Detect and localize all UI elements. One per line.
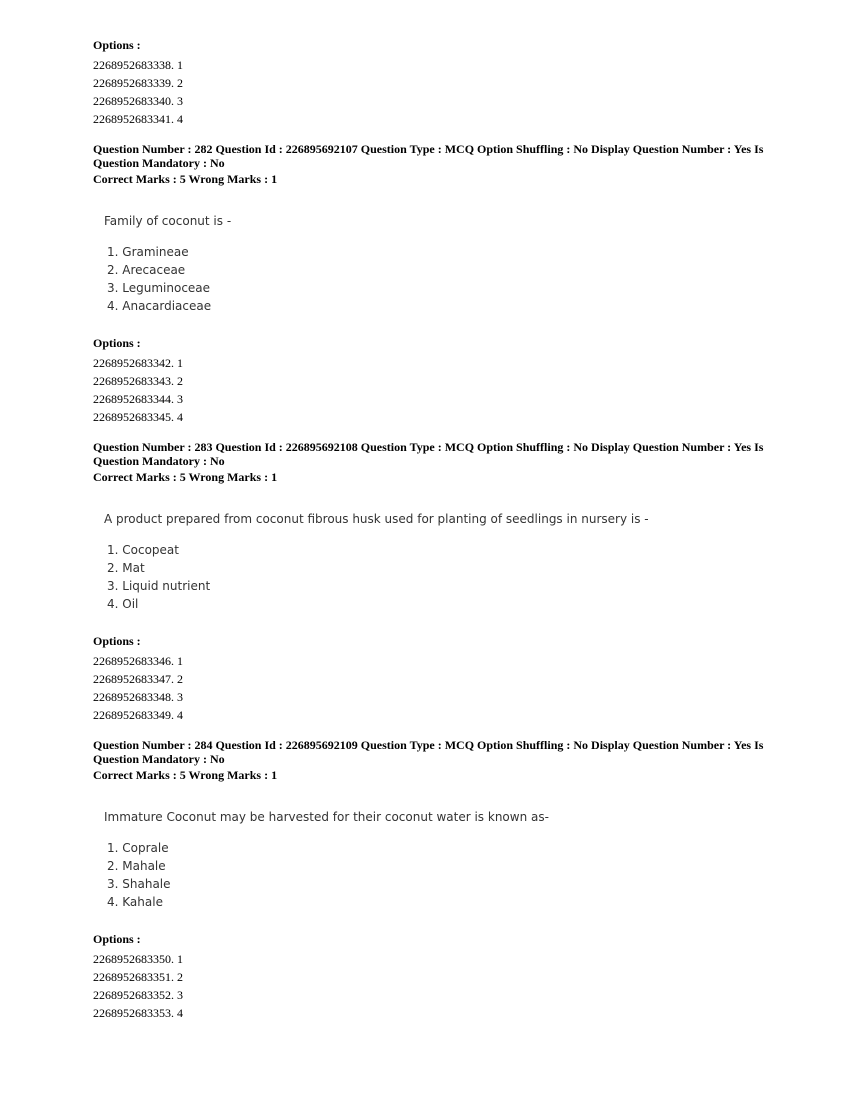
question-meta-line: Question Number : 283 Question Id : 226895692108 Question Type : MCQ Option Shuffling : No Display Question Number : Yes Is [93, 440, 764, 454]
choice-item: 1. Coprale [107, 841, 169, 855]
question-mandatory: Question Mandatory : No [93, 454, 225, 468]
choice-list-283 [107, 541, 210, 613]
options-block-283 [93, 634, 773, 724]
option-line: 2268952683344. 3 [93, 392, 183, 406]
options-block-284 [93, 932, 773, 1022]
choice-item: 1. Gramineae [107, 245, 189, 259]
choice-item: 4. Anacardiaceae [107, 299, 212, 313]
question-mandatory: Question Mandatory : No [93, 752, 225, 766]
choice-item: 4. Kahale [107, 895, 163, 909]
choice-item: 3. Shahale [107, 877, 171, 891]
option-line: 2268952683353. 4 [93, 1006, 183, 1020]
choice-item: 2. Mahale [107, 859, 166, 873]
option-line: 2268952683347. 2 [93, 672, 183, 686]
question-text-283: A product prepared from coconut fibrous husk used for planting of seedlings in nursery is - [104, 512, 649, 526]
choice-item: 2. Arecaceae [107, 263, 186, 277]
choice-item: 3. Liquid nutrient [107, 579, 211, 593]
choice-list-284 [107, 839, 171, 911]
choice-item: 1. Cocopeat [107, 543, 179, 557]
option-line: 2268952683349. 4 [93, 708, 183, 722]
question-text-282: Family of coconut is - [104, 214, 232, 228]
option-line: 2268952683339. 2 [93, 76, 183, 90]
option-line: 2268952683342. 1 [93, 356, 183, 370]
question-meta-283 [93, 440, 773, 484]
choice-item: 4. Oil [107, 597, 139, 611]
question-marks: Correct Marks : 5 Wrong Marks : 1 [93, 470, 278, 484]
option-line: 2268952683350. 1 [93, 952, 183, 966]
option-line: 2268952683343. 2 [93, 374, 183, 388]
option-line: 2268952683346. 1 [93, 654, 183, 668]
options-label: Options : [93, 336, 141, 350]
option-line: 2268952683351. 2 [93, 970, 183, 984]
question-meta-line: Question Number : 284 Question Id : 226895692109 Question Type : MCQ Option Shuffling : No Display Question Number : Yes Is [93, 738, 764, 752]
option-line: 2268952683345. 4 [93, 410, 183, 424]
question-mandatory: Question Mandatory : No [93, 156, 225, 170]
question-marks: Correct Marks : 5 Wrong Marks : 1 [93, 172, 278, 186]
option-line: 2268952683338. 1 [93, 58, 183, 72]
options-label: Options : [93, 38, 141, 52]
options-block-281 [93, 38, 773, 128]
question-meta-282 [93, 142, 773, 186]
choice-item: 2. Mat [107, 561, 145, 575]
question-marks: Correct Marks : 5 Wrong Marks : 1 [93, 768, 278, 782]
options-label: Options : [93, 932, 141, 946]
options-label: Options : [93, 634, 141, 648]
option-line: 2268952683341. 4 [93, 112, 183, 126]
option-line: 2268952683340. 3 [93, 94, 183, 108]
question-text-284: Immature Coconut may be harvested for their coconut water is known as- [104, 810, 549, 824]
options-block-282 [93, 336, 773, 426]
choice-item: 3. Leguminoceae [107, 281, 211, 295]
question-meta-284 [93, 738, 773, 782]
option-line: 2268952683352. 3 [93, 988, 183, 1002]
question-meta-line: Question Number : 282 Question Id : 226895692107 Question Type : MCQ Option Shuffling : No Display Question Number : Yes Is [93, 142, 764, 156]
option-line: 2268952683348. 3 [93, 690, 183, 704]
choice-list-282 [107, 243, 211, 315]
